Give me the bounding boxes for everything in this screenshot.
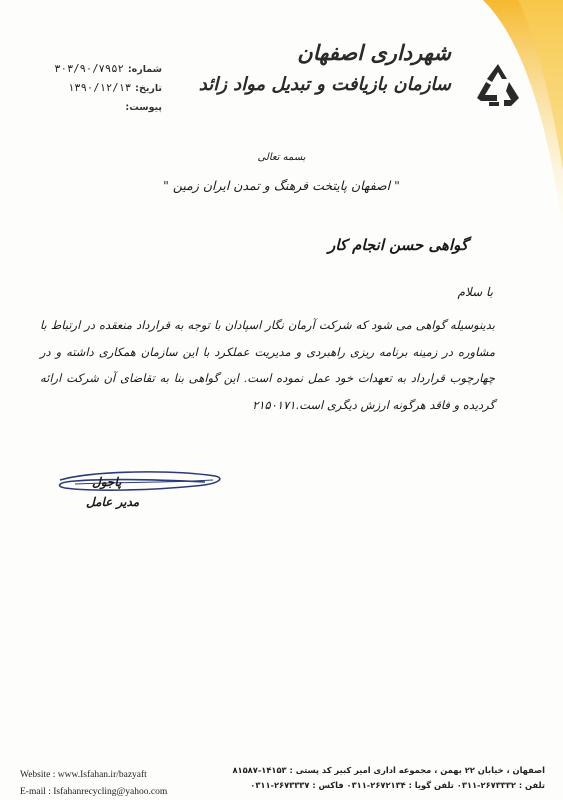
letter-subject: گواهی حسن انجام کار xyxy=(327,236,468,254)
org-title: شهرداری اصفهان xyxy=(297,40,451,65)
motto: " اصفهان پایتخت فرهنگ و تمدن ایران زمین " xyxy=(163,178,400,193)
address-text: اصفهان ، خیابان ۲۲ بهمن ، مجموعه اداری امیر کبیر کد پستی : ۱۴۱۵۳-۸۱۵۸۷ xyxy=(232,765,545,775)
attachment-label: پیوست: xyxy=(125,102,162,113)
greeting: با سلام xyxy=(457,285,493,299)
footer-address xyxy=(215,763,545,793)
letter-body: بدینوسیله گواهی می شود که شرکت آرمان نگار اسپادان با توجه به قرارداد منعقده در ارتباط با مشاوره در زمینه برنامه ریزی راهبردی و مدیریت عملکرد با این سازمان همکاری داشته و در چهارچوب قرارداد به تعهدات خود عمل نموده است. این گواهی بنا به تقاضای آن شرکت ارائه گردیده و فاقد هرگونه ارزش دیگری است.۲۱۵۰۱۷۱ xyxy=(40,318,495,412)
signature-name: پاجول xyxy=(92,475,122,489)
bismillah: بسمه تعالی xyxy=(257,152,306,163)
number-value: ۳۰۳/۹۰/۷۹۵۲ xyxy=(54,63,124,75)
email-text: E-mail : Isfahanrecycling@yahoo.com xyxy=(20,787,168,797)
org-subtitle: سازمان بازیافت و تبدیل مواد زائد xyxy=(198,74,451,95)
recycle-icon xyxy=(473,62,523,108)
org-header xyxy=(198,40,523,120)
signature xyxy=(55,462,225,522)
website-text: Website : www.Isfahan.ir/bazyaft xyxy=(20,770,147,780)
signer-title: مدیر عامل xyxy=(86,495,140,509)
letter-meta xyxy=(22,60,162,117)
number-label: شماره: xyxy=(127,64,162,75)
phones-text: تلفن : ۲۶۷۳۳۳۲-۰۳۱۱ تلفن گویا : ۲۶۷۲۱۳۴-۰۳۱۱ فاکس : ۲۶۷۳۳۳۷-۰۳۱۱ xyxy=(250,780,545,790)
date-value: ۱۳۹۰/۱۲/۱۳ xyxy=(67,82,132,94)
date-label: تاریخ: xyxy=(135,83,162,94)
footer-contact-web xyxy=(20,767,167,800)
